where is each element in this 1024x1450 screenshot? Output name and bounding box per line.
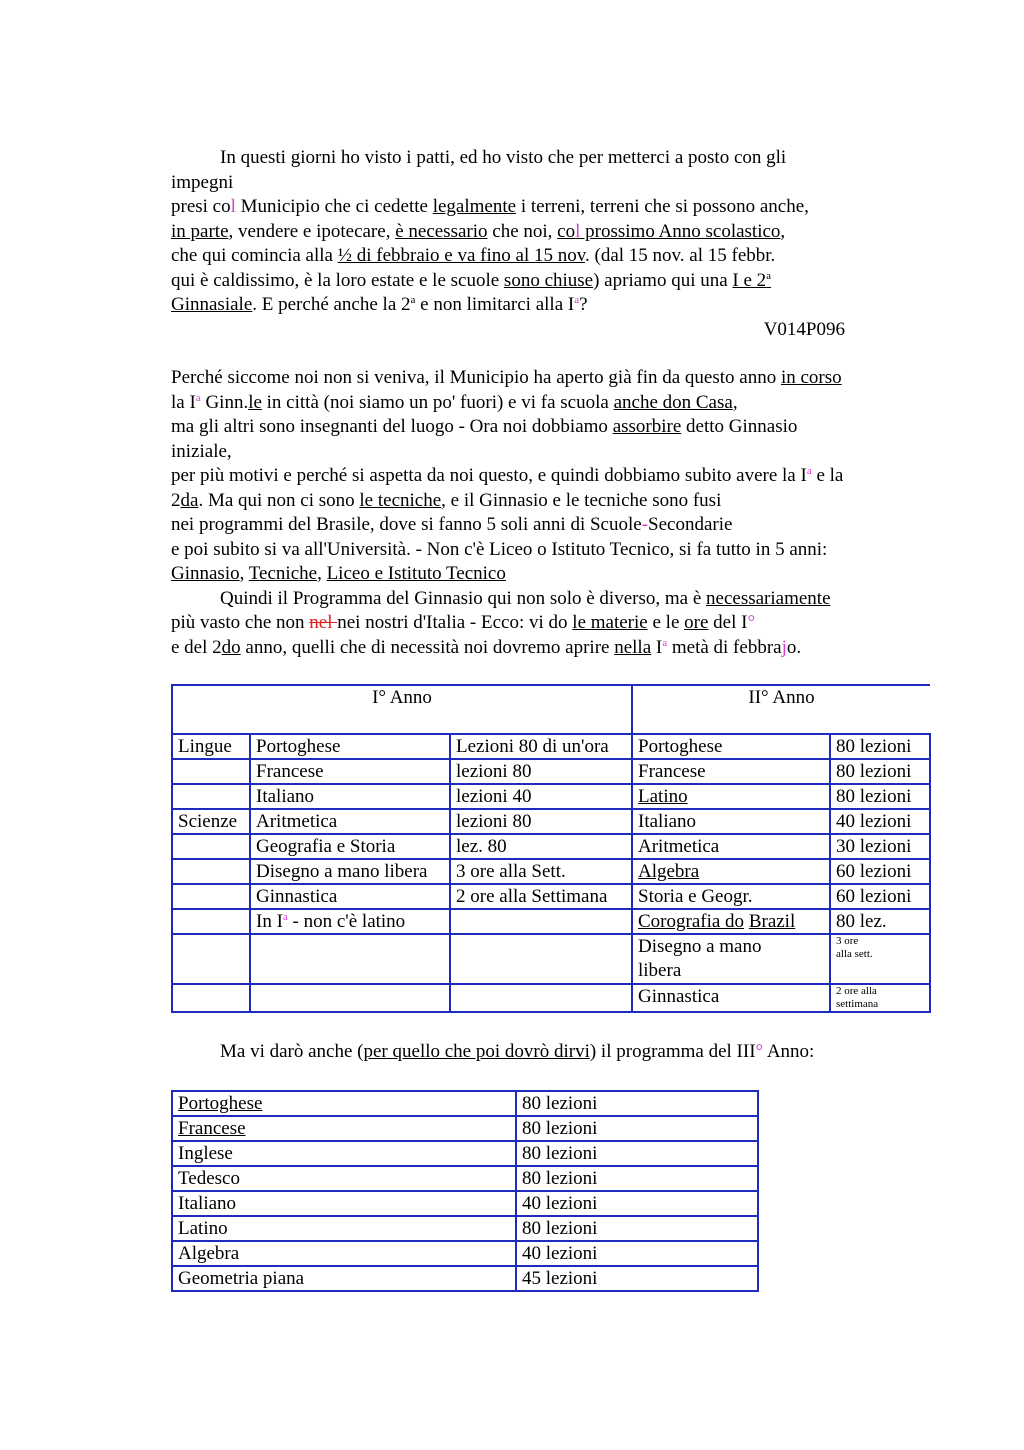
subject-cell: Inglese bbox=[172, 1141, 516, 1166]
table-cell: lezioni 40 bbox=[450, 784, 632, 809]
table-cell: Portoghese bbox=[250, 734, 450, 759]
year-1-header: I° Anno bbox=[172, 685, 632, 734]
subject-cell: Portoghese bbox=[172, 1091, 516, 1116]
table-cell bbox=[172, 759, 250, 784]
table-row bbox=[172, 759, 930, 784]
table-cell: Portoghese bbox=[632, 734, 830, 759]
table-row bbox=[172, 834, 930, 859]
text-line: ma gli altri sono insegnanti del luogo - Ora noi dobbiamo assorbire detto Ginnasio bbox=[171, 416, 798, 437]
table-cell: 40 lezioni bbox=[830, 809, 930, 834]
table-row bbox=[172, 809, 930, 834]
table-row: Ginnastica 2 ore alla settimana bbox=[172, 984, 930, 1012]
text-line: qui è caldissimo, è la loro estate e le scuole sono chiuse) apriamo qui una I e 2$^a$ bbox=[171, 269, 772, 291]
letter-body bbox=[171, 146, 931, 660]
subject-cell: Geometria piana bbox=[172, 1266, 516, 1291]
table-header-row bbox=[172, 685, 930, 734]
text-line: impegni bbox=[171, 171, 234, 193]
table-cell: Italiano bbox=[250, 784, 450, 809]
subject-cell: Italiano bbox=[172, 1191, 516, 1216]
table-cell: Italiano bbox=[632, 809, 830, 834]
lessons-cell: 45 lezioni bbox=[516, 1266, 758, 1291]
table-row bbox=[172, 784, 930, 809]
lessons-cell: 80 lezioni bbox=[516, 1091, 758, 1116]
program-table-year-3 bbox=[171, 1090, 759, 1292]
table-cell: Francese bbox=[250, 759, 450, 784]
table-cell: 2 ore alla Settimana bbox=[450, 884, 632, 909]
table-cell: Scienze bbox=[172, 809, 250, 834]
table-cell: Algebra bbox=[632, 859, 830, 884]
subject-cell: Latino bbox=[172, 1216, 516, 1241]
table-row bbox=[172, 1191, 758, 1216]
lessons-cell: 80 lezioni bbox=[516, 1116, 758, 1141]
year-2-header: II° Anno bbox=[632, 685, 930, 734]
page-reference: V014P096 bbox=[763, 318, 845, 340]
table-cell: 30 lezioni bbox=[830, 834, 930, 859]
table-cell bbox=[172, 784, 250, 809]
text-line: in parte, vendere e ipotecare, è necessario che noi, col prossimo Anno scolastico, bbox=[171, 220, 786, 242]
table-cell: Geografia e Storia bbox=[250, 834, 450, 859]
text-line: e poi subito si va all'Università. - Non c'è Liceo o Istituto Tecnico, si fa tutto in 5 anni: bbox=[171, 538, 828, 560]
text-line: nei programmi del Brasile, dove si fanno 5 soli anni di Scuole-Secondarie bbox=[171, 514, 733, 535]
table-row bbox=[172, 1141, 758, 1166]
table-cell: 60 lezioni bbox=[830, 884, 930, 909]
table-row bbox=[172, 1241, 758, 1266]
text-line: Ginnasio, Tecniche, Liceo e Istituto Tecnico bbox=[171, 563, 506, 584]
text-line: In questi giorni ho visto i patti, ed ho visto che per metterci a posto con gli bbox=[220, 147, 787, 168]
table-cell: Storia e Geogr. bbox=[632, 884, 830, 909]
lessons-cell: 80 lezioni bbox=[516, 1216, 758, 1241]
table-cell: Disegno a mano libera bbox=[250, 859, 450, 884]
subject-cell: Tedesco bbox=[172, 1166, 516, 1191]
text-line: la $I^a$ Ginn.le in città (noi siamo un po' fuori) e vi fa scuola anche don Casa, bbox=[171, 391, 738, 413]
text-line: iniziale, bbox=[171, 440, 232, 462]
text-line: che qui comincia alla ½ di febbraio e va fino al 15 nov. (dal 15 nov. al 15 febbr. bbox=[171, 245, 776, 266]
subject-cell: Algebra bbox=[172, 1241, 516, 1266]
table-row bbox=[172, 1116, 758, 1141]
table-row bbox=[172, 1091, 758, 1116]
table-cell bbox=[172, 834, 250, 859]
table-cell: Lingue bbox=[172, 734, 250, 759]
text-line: presi col Municipio che ci cedette legalmente i terreni, terreni che si possono anche, bbox=[171, 196, 809, 217]
text-line: Ginnasiale. E perché anche la 2$^a$ e non limitarci alla $I^a$? bbox=[171, 294, 588, 315]
text-line: e del 2do anno, quelli che di necessità noi dovremo aprire nella $I^a$ metà di febbrajo. bbox=[171, 636, 802, 658]
lessons-cell: 80 lezioni bbox=[516, 1166, 758, 1191]
table-cell: 3 ore alla Sett. bbox=[450, 859, 632, 884]
table-cell: Aritmetica bbox=[632, 834, 830, 859]
table-row bbox=[172, 1166, 758, 1191]
table-row: In $I^a$ - non c'è latino Corografia do Brazil 80 lez. bbox=[172, 909, 930, 934]
table-cell: lez. 80 bbox=[450, 834, 632, 859]
lessons-cell: 80 lezioni bbox=[516, 1141, 758, 1166]
table-cell: Lezioni 80 di un'ora bbox=[450, 734, 632, 759]
table-cell: 80 lezioni bbox=[830, 784, 930, 809]
table-cell bbox=[172, 859, 250, 884]
table-cell: Ginnastica bbox=[250, 884, 450, 909]
text-line: Quindi il Programma del Ginnasio qui non solo è diverso, ma è necessariamente bbox=[220, 587, 831, 609]
table-cell bbox=[172, 884, 250, 909]
table-row bbox=[172, 1266, 758, 1291]
program-table-years-1-2 bbox=[171, 684, 931, 1013]
table-row bbox=[172, 734, 930, 759]
table-cell: 80 lezioni bbox=[830, 734, 930, 759]
table-row bbox=[172, 859, 930, 884]
lessons-cell: 40 lezioni bbox=[516, 1241, 758, 1266]
table-cell: Francese bbox=[632, 759, 830, 784]
table-cell: lezioni 80 bbox=[450, 759, 632, 784]
table-cell: 60 lezioni bbox=[830, 859, 930, 884]
table-cell: lezioni 80 bbox=[450, 809, 632, 834]
text-line: 2da. Ma qui non ci sono le tecniche, e il Ginnasio e le tecniche sono fusi bbox=[171, 489, 722, 511]
text-line: per più motivi e perché si aspetta da noi questo, e quindi dobbiamo subito avere la $I^a$ e la bbox=[171, 465, 844, 486]
third-year-intro: Ma vi darò anche (per quello che poi dovrò dirvi) il programma del III° Anno: bbox=[220, 1041, 815, 1062]
subject-cell: Francese bbox=[172, 1116, 516, 1141]
table-cell: Aritmetica bbox=[250, 809, 450, 834]
table-row bbox=[172, 884, 930, 909]
text-line: Perché siccome noi non si veniva, il Municipio ha aperto già fin da questo anno in corso bbox=[171, 367, 842, 388]
table-cell: Latino bbox=[632, 784, 830, 809]
table-row: Disegno a mano libera 3 ore alla sett. bbox=[172, 934, 930, 984]
text-line: più vasto che non nel nei nostri d'Italia - Ecco: vi do le materie e le ore del I° bbox=[171, 612, 756, 633]
table-row bbox=[172, 1216, 758, 1241]
table-cell: 80 lezioni bbox=[830, 759, 930, 784]
lessons-cell: 40 lezioni bbox=[516, 1191, 758, 1216]
